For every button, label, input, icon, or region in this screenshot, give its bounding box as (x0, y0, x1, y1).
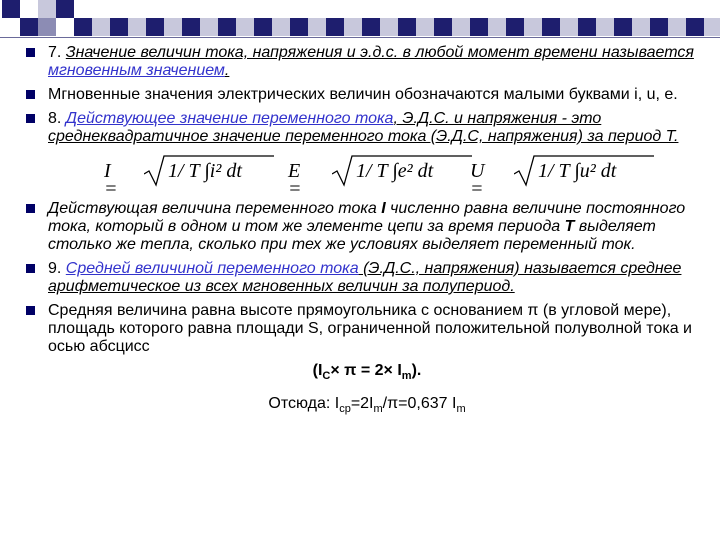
deco-square (38, 0, 56, 18)
deco-square (452, 18, 470, 36)
list-item (22, 110, 712, 146)
formula-radicand: 1/ T ∫e² dt (356, 160, 434, 182)
deco-square (542, 18, 560, 36)
list-item (22, 302, 712, 356)
header-decoration (0, 0, 720, 40)
eq-part: =2I (350, 395, 374, 413)
deco-square (326, 18, 344, 36)
deco-square (416, 18, 434, 36)
list-item (22, 200, 712, 254)
equation-average (22, 362, 712, 385)
eq-subscript: m (373, 403, 383, 416)
deco-square (236, 18, 254, 36)
deco-square (110, 18, 128, 36)
symbol-T: Т (564, 218, 575, 235)
item-number: 8. (48, 110, 66, 127)
paragraph-text: численно равна величине постоянного тока, который в одном и том же элементе цепи за время периода (48, 200, 686, 235)
deco-square (38, 18, 56, 36)
deco-square (272, 18, 290, 36)
formula-lhs: U = (470, 160, 485, 200)
deco-square (344, 18, 362, 36)
deco-square (668, 18, 686, 36)
deco-square (362, 18, 380, 36)
term-link[interactable]: Средней величиной переменного тока (65, 260, 359, 277)
deco-square (434, 18, 452, 36)
eq-subscript: C (322, 370, 331, 383)
definition-text: Значение величин тока, напряжения и э.д.с. в любой момент времени называется (65, 44, 694, 61)
deco-square (164, 18, 182, 36)
deco-square (200, 18, 218, 36)
deco-square (254, 18, 272, 36)
deco-square (182, 18, 200, 36)
deco-square (308, 18, 326, 36)
list-item (22, 86, 712, 104)
period: . (224, 62, 230, 79)
eq-part: × π = 2× I (330, 362, 402, 379)
eq-part: ). (411, 362, 422, 379)
paragraph-text: Действующая величина переменного тока (48, 200, 382, 217)
term-link[interactable]: Действующее значение переменного тока (65, 110, 394, 127)
term-link[interactable]: мгновенным значением (48, 62, 225, 79)
deco-square (92, 18, 110, 36)
deco-square (578, 18, 596, 36)
deco-square (74, 18, 92, 36)
eq-subscript: m (401, 370, 412, 383)
paragraph-text: Мгновенные значения электрических величин обозначаются малыми буквами i, u, e. (48, 86, 678, 103)
equation-result (22, 395, 712, 418)
deco-square (146, 18, 164, 36)
eq-part: /π=0,637 I (382, 395, 457, 413)
paragraph-text: Средняя величина равна высоте прямоугольника с основанием π (в угловой мере), площадь которого равна площади S, ограниченной положительной полуволной тока и осью абсцисс (48, 302, 692, 355)
deco-square (218, 18, 236, 36)
deco-square (20, 18, 38, 36)
rms-formulas (22, 152, 712, 200)
deco-square (524, 18, 542, 36)
header-rule (0, 37, 720, 38)
slide-body (22, 40, 712, 418)
symbol-I: I (381, 200, 386, 217)
deco-square (488, 18, 506, 36)
list-item (22, 260, 712, 296)
list-item (22, 44, 712, 80)
definition-text: (Э.Д.С., напряжения) называется среднее арифметическое из всех мгновенных величин за полупериод. (48, 260, 682, 295)
bullet-icon (26, 48, 35, 57)
eq-subscript: ср (339, 403, 351, 416)
deco-square (704, 18, 720, 36)
deco-square (506, 18, 524, 36)
item-number: 9. (48, 260, 66, 277)
deco-square (632, 18, 650, 36)
deco-square (56, 0, 74, 18)
deco-square (614, 18, 632, 36)
formula-radicand: 1/ T ∫u² dt (538, 160, 617, 182)
item-number: 7. (48, 44, 66, 61)
bullet-icon (26, 306, 35, 315)
paragraph-text: выделяет столько же тепла, сколько при тех же условиях выделяет переменный ток. (48, 218, 656, 253)
deco-square (596, 18, 614, 36)
deco-square (650, 18, 668, 36)
deco-square (560, 18, 578, 36)
definition-text: , Э.Д.С. и напряжения - это среднеквадратичное значение переменного тока (Э.Д.С, напряжения) за период Т. (48, 110, 679, 145)
eq-subscript: m (456, 403, 466, 416)
deco-square (290, 18, 308, 36)
formula-lhs: I = (104, 160, 118, 200)
bullet-icon (26, 204, 35, 213)
deco-square (2, 0, 20, 18)
eq-part: (I (312, 362, 323, 379)
bullet-icon (26, 264, 35, 273)
deco-square (128, 18, 146, 36)
deco-square (380, 18, 398, 36)
formula-lhs: E = (288, 160, 302, 200)
bullet-icon (26, 114, 35, 123)
deco-square (398, 18, 416, 36)
formula-radicand: 1/ T ∫i² dt (168, 160, 242, 182)
eq-part: Отсюда: I (268, 395, 340, 413)
deco-square (686, 18, 704, 36)
deco-square (470, 18, 488, 36)
bullet-icon (26, 90, 35, 99)
